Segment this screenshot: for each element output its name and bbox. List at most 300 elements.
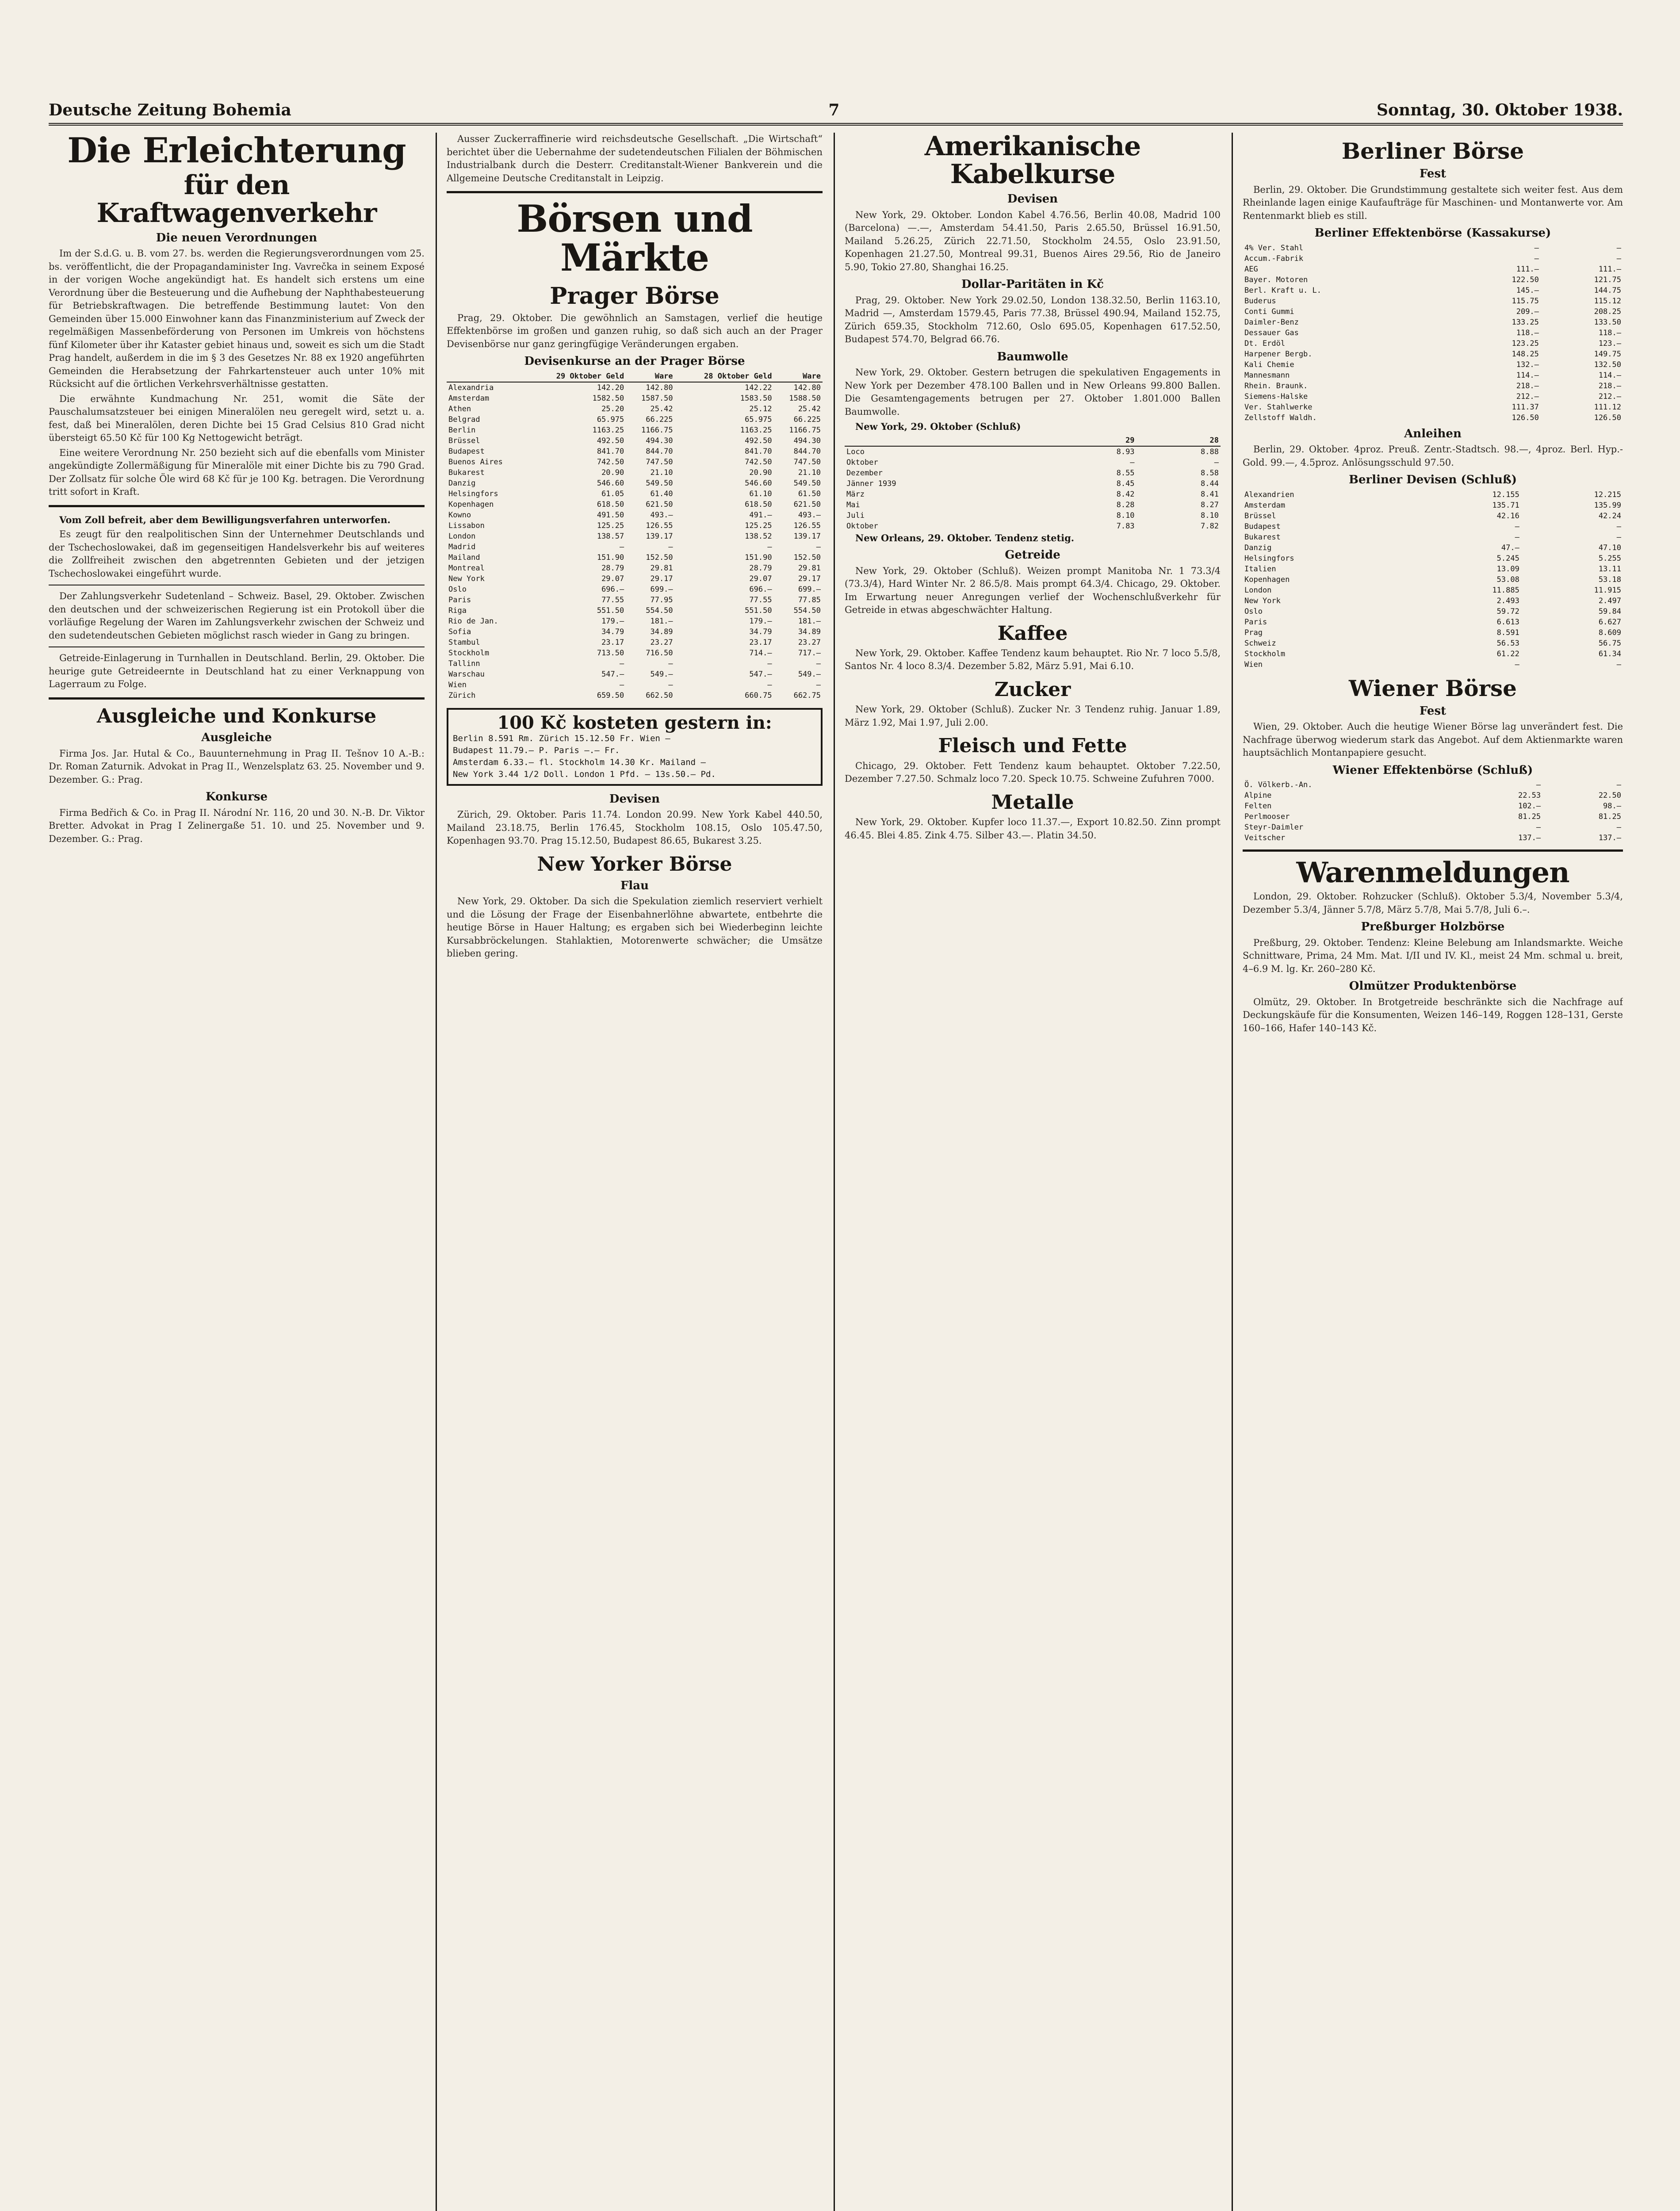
table-row (1243, 402, 1623, 413)
devisen-schluss-heading: Berliner Devisen (Schluß) (1348, 473, 1517, 486)
table-row (447, 680, 823, 690)
table-cell: Athen (448, 404, 471, 413)
table-cell: Sofia (448, 627, 471, 636)
table-cell: 138.52 (745, 532, 772, 541)
article-paragraph: Olmütz, 29. Oktober. In Brotgetreide beschränkte sich die Nachfrage auf Deckungskäufe für die Konsumenten, Weizen 146–149, Roggen 128–131, Gerste 160–166, Hafer 140–143 Kč. (1243, 996, 1623, 1033)
table-row (1243, 381, 1623, 391)
table-cell: Schweiz (1244, 639, 1276, 648)
table-cell: Alexandria (448, 383, 494, 392)
table-cell: Oslo (1244, 607, 1263, 616)
table-cell: Stockholm (448, 648, 490, 658)
table-cell: 126.50 (1512, 413, 1539, 422)
table-cell: 8.93 (1116, 447, 1135, 456)
article-paragraph: Berlin, 29. Oktober. Die Grundstimmung gestaltete sich weiter fest. Aus dem Rheinlande lagen einige Kaufaufträge für Maschinen- und Montanwerte vor. Am Rentenmarkt blieb es still. (1243, 184, 1623, 221)
berlin-devisen-table (1243, 490, 1623, 670)
table-cell: Dezember (846, 468, 883, 478)
table-cell: 111.— (1516, 264, 1539, 274)
table-cell: — (816, 542, 821, 551)
table-cell: 212.— (1516, 392, 1539, 401)
table-header (845, 435, 1052, 446)
table-cell: 56.53 (1496, 639, 1519, 648)
fleisch-heading: Fleisch und Fette (938, 734, 1127, 757)
table-cell: Riga (448, 606, 467, 615)
table-cell: — (767, 659, 772, 668)
olmuetz-heading: Olmützer Produktenbörse (1349, 979, 1517, 993)
table-cell: 11.885 (1492, 585, 1519, 595)
table-cell: 181.– (798, 616, 821, 626)
table-cell: Kopenhagen (448, 500, 494, 509)
table-cell: 23.17 (601, 638, 624, 647)
table-cell: 139.17 (646, 532, 673, 541)
notice-text: Firma Bedřich & Co. in Prag II. Národní Nr. 116, 20 und 30. N.-B. Dr. Viktor Bretter. Advokat in Prag I Zelinergaße 51. 10. und 25. November und 9. Dezember. G.: Prag. (49, 807, 425, 844)
table-row (447, 627, 823, 637)
table-cell: 551.50 (745, 606, 772, 615)
wiener-subheading: Fest (1419, 704, 1447, 718)
article-paragraph: Eine weitere Verordnung Nr. 250 bezieht sich auf die ebenfalls vom Minister angekündigte Zollermäßigung für Mineralöle mit einer Dichte bis zu 790 Grad. Der Zollsatz für solche Öle wird 68 Kč für je 100 Kg. betragen. Die Verordnung tritt sofort in Kraft. (49, 447, 425, 497)
table-cell: — (1515, 532, 1519, 542)
table-cell: Conti Gummi (1244, 307, 1294, 316)
table-cell: Stambul (448, 638, 480, 647)
table-cell: 218.— (1516, 381, 1539, 390)
table-cell: 218.— (1598, 381, 1621, 390)
notice-text: Firma Jos. Jar. Hutal & Co., Bauunternehmung in Prag II. Tešnov 10 A.-B.: Dr. Roman Zaturnik. Advokat in Prag II., Wenzelsplatz 63. 25. November und 9. Dezember. G.: Prag. (49, 748, 425, 785)
table-cell: 20.90 (749, 468, 772, 477)
table-row (1243, 317, 1623, 328)
table-cell: 138.57 (597, 532, 624, 541)
table-cell: Mannesmann (1244, 371, 1290, 380)
table-cell: 618.50 (745, 500, 772, 509)
table-row (1243, 370, 1623, 381)
table-cell: 148.25 (1512, 349, 1539, 359)
table-cell: 549.– (798, 669, 821, 679)
table-cell: Wien (1244, 660, 1263, 669)
table-cell: 8.42 (1116, 490, 1135, 499)
table-cell: 25.20 (601, 404, 624, 413)
table-cell: 137.– (1518, 834, 1541, 842)
table-cell: Mailand (448, 553, 480, 562)
table-cell: 145.— (1516, 286, 1539, 295)
table-cell: Stockholm (1244, 649, 1286, 658)
table-row (1243, 285, 1623, 296)
table-cell: 34.89 (798, 627, 821, 636)
column-rule (1232, 133, 1233, 2211)
table-cell: Kopenhagen (1244, 575, 1290, 584)
table-cell: 149.75 (1594, 349, 1621, 359)
article-paragraph: Prag, 29. Oktober. New York 29.02.50, London 138.32.50, Berlin 1163.10, Madrid —, Amsterdam 1579.45, Paris 77.38, Brüssel 490.94, Mailand 152.75, Zürich 659.35, Stockholm 712.60, Oslo 695.05, Kopenhagen 617.52.50, Budapest 574.70, Belgrad 66.76. (845, 295, 1221, 344)
table-cell: Oktober (846, 521, 878, 531)
table-cell: Bukarest (448, 468, 485, 477)
table-cell: Warschau (448, 669, 485, 679)
table-cell: 25.42 (650, 404, 673, 413)
table-row (447, 531, 823, 542)
table-cell: 742.50 (745, 457, 772, 467)
table-row (447, 658, 823, 669)
table-row (447, 595, 823, 605)
table-cell: 699.– (798, 585, 821, 594)
article-paragraph: New York, 29. Oktober. Gestern betrugen die spekulativen Engagements in New York per Dezember 478.100 Ballen und in New Orleans 99.800 Ballen. Die Gesamtengagements betrugen per 27. Oktober 1.801.000 Ballen Baumwolle. (845, 367, 1221, 417)
table-cell: 25.12 (749, 404, 772, 413)
table-row (447, 584, 823, 595)
table-row (1243, 833, 1623, 843)
table-row (1243, 521, 1623, 532)
table-cell: 132.50 (1594, 360, 1621, 369)
article-paragraph: Berlin, 29. Oktober. 4proz. Preuß. Zentr.-Stadtsch. 98.—, 4proz. Berl. Hyp.-Gold. 99.—, 4.5proz. Anlösungsschuld 97.50. (1243, 444, 1623, 468)
table-cell: Tallinn (448, 659, 480, 668)
table-cell: 6.627 (1598, 617, 1621, 627)
table-cell: 114.— (1516, 371, 1539, 380)
table-cell: 29.07 (749, 574, 772, 583)
effekten-heading: Berliner Effektenbörse (Kassakurse) (1314, 226, 1551, 240)
table-cell: 114.— (1598, 371, 1621, 380)
table-row (1243, 328, 1623, 338)
table-cell: 662.50 (646, 691, 673, 700)
table-cell: 42.16 (1496, 511, 1519, 520)
table-row (1243, 574, 1623, 585)
article-paragraph: New York, 29. Oktober (Schluß). Zucker Nr. 3 Tendenz ruhig. Januar 1.89, März 1.92, Mai 1.97, Juli 2.00. (845, 704, 1221, 728)
table-cell: 179.– (749, 616, 772, 626)
table-cell: 8.55 (1116, 468, 1135, 478)
article-paragraph: Prag, 29. Oktober. Die gewöhnlich an Samstagen, verlief die heutige Effektenbörse im großen und ganzen ruhig, so daß sich auch an der Prager Devisenbörse nur ganz geringfügige Veränderungen ergaben. (447, 312, 823, 349)
table-cell: 47.— (1501, 543, 1519, 552)
table-row (1243, 617, 1623, 627)
table-cell: 77.95 (650, 595, 673, 604)
table-cell: 47.10 (1598, 543, 1621, 552)
table-cell: 696.– (601, 585, 624, 594)
table-cell: 139.17 (793, 532, 821, 541)
table-cell: 8.609 (1598, 628, 1621, 637)
table-cell: Brüssel (1244, 511, 1276, 520)
table-row (1243, 780, 1623, 790)
table-cell: 125.25 (745, 521, 772, 530)
zucker-heading: Zucker (994, 678, 1071, 701)
exchange-box-title: 100 Kč kosteten gestern in: (497, 712, 772, 733)
prager-boerse-heading: Prager Börse (550, 283, 719, 310)
table-cell: 716.50 (646, 648, 673, 658)
table-cell: Rio de Jan. (448, 616, 498, 626)
table-cell: New York (448, 574, 485, 583)
table-cell: 61.40 (650, 489, 673, 498)
table-cell: Siemens-Halske (1244, 392, 1308, 401)
table-cell: 11.915 (1594, 585, 1621, 595)
table-cell: 551.50 (597, 606, 624, 615)
table-cell: 212.— (1598, 392, 1621, 401)
table-row (1243, 500, 1623, 511)
table-cell: 28.79 (601, 563, 624, 573)
article-paragraph: Die erwähnte Kundmachung Nr. 251, womit die Säte der Pauschalumsatzsteuer bei einigen Mineralölen neu geregelt wird, setzt u. a. fest, daß bei Mineralölen, deren Dichte bei 15 Grad Celsius 810 Grad nicht übersteigt 65.50 Kč für 100 Kg Nettogewicht beträgt. (49, 393, 425, 444)
table-cell: 81.25 (1518, 812, 1541, 821)
article-paragraph: Wien, 29. Oktober. Auch die heutige Wiener Börse lag unverändert fest. Die Nachfrage überwog wiederum stark das Angebot. Auf dem Aktienmarkte waren hauptsächlich Montanpapiere gesucht. (1243, 721, 1623, 758)
wiener-eff-heading: Wiener Effektenbörse (Schluß) (1332, 763, 1533, 777)
table-row (1243, 511, 1623, 521)
table-row (845, 478, 1221, 489)
table-cell: — (1536, 823, 1541, 832)
table-cell: 549.50 (793, 478, 821, 488)
table-cell: 115.12 (1594, 296, 1621, 306)
table-row (447, 499, 823, 510)
table-cell: 126.55 (646, 521, 673, 530)
table-row (1243, 275, 1623, 285)
notice-heading: Vom Zoll befreit, aber dem Bewilligungsverfahren unterworfen. (59, 514, 391, 525)
table-row (447, 414, 823, 425)
table-cell: 13.09 (1496, 564, 1519, 574)
table-row (447, 446, 823, 457)
table-cell: 61.22 (1496, 649, 1519, 658)
table-cell: 66.225 (793, 415, 821, 424)
table-cell: — (1616, 780, 1621, 789)
table-cell: 29.81 (650, 563, 673, 573)
table-row (447, 637, 823, 648)
table-cell: 12.155 (1492, 490, 1519, 499)
table-cell: Ö. Völkerb.-An. (1244, 780, 1313, 789)
table-cell: 34.89 (650, 627, 673, 636)
table-cell: — (1616, 522, 1621, 531)
table-cell: 133.25 (1512, 317, 1539, 327)
table-cell: Kali Chemie (1244, 360, 1294, 369)
table-cell: Felten (1244, 802, 1272, 811)
berliner-heading: Berliner Börse (1341, 138, 1524, 164)
table-row (447, 457, 823, 467)
table-row (1243, 564, 1623, 574)
table-cell: 8.44 (1201, 479, 1219, 488)
table-row (447, 552, 823, 563)
table-cell: Lissabon (448, 521, 485, 530)
table-row (447, 425, 823, 436)
table-row (447, 690, 823, 701)
divider (447, 191, 823, 193)
article-paragraph: Im der S.d.G. u. B. vom 27. bs. werden die Regierungsverordnungen vom 25. bs. veröffentlicht, die der Propagandaminister Ing. Vavrečka in seinem Exposé in der vorigen Woche angekündigt hat. Es handelt sich erstens um eine Verordnung über die Besteuerung und die Aufhebung der Naphthabesteuerung für Betriebskraftwagen. Die betreffende Bestimmung lautet: Von den Gemeinden über 15.000 Einwohner kann das Finanzministerium auf Zweck der regelmäßigen Massenbeförderung von Personen im Umkreis von höchstens fünf Kilometer über ihr Kataster gebiet hinaus und, soweit es sich um die Stadt Prag handelt, außerdem in die im § 3 des Gesetzes Nr. 88 ex 1920 angeführten Gemeinden die Herabsetzung der Fahrkartensteuer auch unter 10% mit Rücksicht auf die örtlichen Verkehrsverhältnisse gestatten. (49, 248, 425, 390)
baumwolle-heading: Baumwolle (997, 350, 1068, 363)
table-cell: — (1534, 243, 1539, 252)
table-cell: — (1616, 660, 1621, 669)
table-cell: 23.27 (650, 638, 673, 647)
table-cell: 1166.75 (641, 425, 673, 435)
table-cell: 179.– (601, 616, 624, 626)
table-cell: Loco (846, 447, 865, 456)
table-cell: 25.42 (798, 404, 821, 413)
table-cell: — (1536, 780, 1541, 789)
article-paragraph: New York, 29. Oktober. Da sich die Spekulation ziemlich reserviert verhielt und die Lösung der Frage der Eisenbahnerlöhne abwartete, entbehrte die heutige Börse in Hauer Haltung; es ergaben sich bei Wiederbeginn leichte Kursabbröckelungen. Stahlaktien, Motorenwerte schwächer; die Umsätze blieben gering. (447, 896, 823, 959)
table-cell: Kowno (448, 510, 471, 520)
table-cell: — (1130, 458, 1135, 467)
table-cell: Zellstoff Waldh. (1244, 413, 1317, 422)
table-row (1243, 391, 1623, 402)
table-cell: 53.18 (1598, 575, 1621, 584)
table-cell: 22.53 (1518, 791, 1541, 800)
holz-heading: Preßburger Holzbörse (1361, 920, 1505, 934)
table-row (1243, 553, 1623, 564)
table-cell: 7.83 (1116, 521, 1135, 531)
table-cell: 7.82 (1201, 521, 1219, 531)
table-cell: 61.50 (798, 489, 821, 498)
table-row (447, 563, 823, 574)
article-paragraph: New York, 29. Oktober. London Kabel 4.76.56, Berlin 40.08, Madrid 100 (Barcelona) —.—, Amsterdam 54.41.50, Paris 2.65.50, Brüssel 16.91.50, Mailand 5.26.25, Zürich 22.71.50, Stockholm 24.55, Oslo 23.91.50, Kopenhagen 21.27.50, Montreal 99.31, Buenos Aires 29.56, Rio de Janeiro 5.90, Tokio 27.80, Shanghai 16.25. (845, 209, 1221, 272)
table-row (1243, 596, 1623, 606)
table-cell: 696.– (749, 585, 772, 594)
table-cell: 659.50 (597, 691, 624, 700)
table-cell: 81.25 (1598, 812, 1621, 821)
table-cell: Buderus (1244, 296, 1276, 306)
table-cell: 151.90 (745, 553, 772, 562)
exchange-box-line: Amsterdam 6.33.— fl. Stockholm 14.30 Kr. Mailand — (453, 757, 706, 767)
devisen-subheading: Devisen (609, 792, 660, 806)
table-cell: 549.– (650, 669, 673, 679)
table-cell: 111.37 (1512, 402, 1539, 412)
section-title-boersen: Börsen und Märkte (517, 197, 753, 280)
table-cell: 102.– (1518, 802, 1541, 811)
table-cell: 1163.25 (740, 425, 772, 435)
table-row (1243, 822, 1623, 833)
table-row (1243, 811, 1623, 822)
table-cell: 56.75 (1598, 639, 1621, 648)
table-cell: 699.– (650, 585, 673, 594)
table-row (1243, 243, 1623, 253)
table-cell: 66.225 (646, 415, 673, 424)
table-cell: Berlin (448, 425, 476, 435)
table-cell: — (816, 680, 821, 689)
table-cell: 65.975 (597, 415, 624, 424)
table-cell: 618.50 (597, 500, 624, 509)
table-cell: 111.— (1598, 264, 1621, 274)
table-cell: — (668, 542, 673, 551)
table-cell: Dt. Erdöl (1244, 339, 1286, 348)
table-cell: 660.75 (745, 691, 772, 700)
anleihen-heading: Anleihen (1404, 427, 1462, 440)
table-cell: 23.17 (749, 638, 772, 647)
devisen-subheading: Devisen (1007, 192, 1058, 206)
table-cell: 118.— (1516, 328, 1539, 337)
getreide-heading: Getreide (1005, 548, 1060, 562)
table-cell: 29.17 (798, 574, 821, 583)
article-paragraph: Zürich, 29. Oktober. Paris 11.74. London 20.99. New York Kabel 440.50, Mailand 23.18.75, Berlin 176.45, Stockholm 108.15, Oslo 105.47.50, Kopenhagen 93.70. Prag 15.12.50, Budapest 86.65, Bukarest 3.25. (447, 809, 823, 846)
table-row (447, 648, 823, 658)
table-cell: 494.30 (793, 436, 821, 445)
table-cell: 34.79 (601, 627, 624, 636)
table-cell: 111.12 (1594, 402, 1621, 412)
devisen-table-title: Devisenkurse an der Prager Börse (524, 355, 745, 368)
exchange-box-line: Budapest 11.79.— P. Paris —.— Fr. (453, 745, 620, 755)
table-cell: 492.50 (745, 436, 772, 445)
table-cell: 42.24 (1598, 511, 1621, 520)
kaffee-heading: Kaffee (997, 622, 1068, 645)
table-cell: 12.215 (1594, 490, 1621, 499)
table-cell: 1163.25 (592, 425, 624, 435)
table-cell: 181.– (650, 616, 673, 626)
table-cell: 747.50 (793, 457, 821, 467)
table-cell: 126.50 (1594, 413, 1621, 422)
table-cell: 8.591 (1496, 628, 1519, 637)
table-cell: 209.— (1516, 307, 1539, 316)
table-row (447, 669, 823, 680)
article-paragraph: Der Zahlungsverkehr Sudetenland – Schweiz. Basel, 29. Oktober. Zwischen den deutschen und der schweizerischen Regierung ist ein Protokoll über die vorläufige Regelung der Waren im Zahlungsverkehr zwischen der Schweiz und den sudetendeutschen Gebieten möglichst rasch wieder in Gang zu bringen. (49, 591, 425, 641)
table-row (1243, 413, 1623, 423)
table-cell: 549.50 (646, 478, 673, 488)
table-cell: 144.75 (1594, 286, 1621, 295)
column-1 (49, 133, 425, 2211)
table-cell: 493.– (650, 510, 673, 520)
table-cell: 2.497 (1598, 596, 1621, 605)
table-cell: 142.80 (793, 383, 821, 392)
table-row (1243, 264, 1623, 275)
table-cell: 8.41 (1201, 490, 1219, 499)
table-cell: — (620, 659, 624, 668)
table-cell: 125.25 (597, 521, 624, 530)
table-cell: 121.75 (1594, 275, 1621, 284)
table-cell: Accum.-Fabrik (1244, 254, 1304, 263)
divider (1243, 849, 1623, 852)
table-cell: 77.85 (798, 595, 821, 604)
table-row (845, 489, 1221, 500)
wiener-heading: Wiener Börse (1349, 675, 1517, 701)
subsection-konkurse: Konkurse (205, 790, 268, 804)
table-row (1243, 638, 1623, 649)
table-cell: 494.30 (646, 436, 673, 445)
table-cell: 8.10 (1116, 511, 1135, 520)
nyb-heading: New Yorker Börse (537, 853, 732, 876)
table-cell: — (1515, 660, 1519, 669)
table-cell: 8.10 (1201, 511, 1219, 520)
orleans-title: New Orleans, 29. Oktober. Tendenz stetig. (855, 532, 1075, 543)
table-cell: 77.55 (601, 595, 624, 604)
table-cell: Harpener Bergb. (1244, 349, 1313, 359)
table-cell: Oktober (846, 458, 878, 467)
table-header (447, 371, 527, 382)
table-cell: 554.50 (646, 606, 673, 615)
table-header: Ware (774, 371, 823, 382)
table-cell: 208.25 (1594, 307, 1621, 316)
table-cell: Prag (1244, 628, 1263, 637)
table-cell: 135.99 (1594, 501, 1621, 510)
table-cell: 151.90 (597, 553, 624, 562)
table-cell: — (816, 659, 821, 668)
table-cell: Helsingfors (1244, 554, 1294, 563)
table-cell: — (767, 680, 772, 689)
table-cell: Amsterdam (1244, 501, 1286, 510)
table-row (447, 616, 823, 627)
table-cell: 742.50 (597, 457, 624, 467)
table-cell: 713.50 (597, 648, 624, 658)
table-row (447, 467, 823, 478)
table-cell: Paris (1244, 617, 1267, 627)
metalle-heading: Metalle (991, 791, 1074, 814)
table-row (1243, 790, 1623, 801)
table-cell: Jänner 1939 (846, 479, 896, 488)
table-cell: Daimler-Benz (1244, 317, 1299, 327)
table-row (1243, 490, 1623, 500)
table-cell: 61.10 (749, 489, 772, 498)
article-paragraph: Chicago, 29. Oktober. Fett Tendenz kaum behauptet. Oktober 7.22.50, Dezember 7.27.50. Schmalz loco 7.20. Speck 10.75. Schweine Zufuhren 7000. (845, 760, 1221, 784)
table-row (1243, 360, 1623, 370)
table-cell: 1587.50 (641, 394, 673, 403)
table-cell: 2.493 (1496, 596, 1519, 605)
table-cell: 61.34 (1598, 649, 1621, 658)
table-cell: 133.50 (1594, 317, 1621, 327)
table-header: 28 Oktober Geld (675, 371, 774, 382)
divider (49, 697, 425, 700)
table-cell: 21.10 (650, 468, 673, 477)
article-paragraph: Preßburg, 29. Oktober. Tendenz: Kleine Belebung am Inlandsmarkte. Weiche Schnittware, Prima, 24 Mm. Mat. I/II und IV. Kl., meist 24 Mm. schmal u. breit, 4–6.9 M. lg. Kr. 260–280 Kč. (1243, 937, 1623, 974)
table-cell: 662.75 (793, 691, 821, 700)
table-cell: 20.90 (601, 468, 624, 477)
column-rule (436, 133, 437, 2211)
table-cell: Budapest (448, 447, 485, 456)
table-cell: 841.70 (597, 447, 624, 456)
table-cell: Alpine (1244, 791, 1272, 800)
table-row (1243, 627, 1623, 638)
table-cell: 53.08 (1496, 575, 1519, 584)
table-cell: New York (1244, 596, 1281, 605)
section-heading-ausgleiche: Ausgleiche und Konkurse (96, 704, 377, 727)
table-row (447, 478, 823, 489)
